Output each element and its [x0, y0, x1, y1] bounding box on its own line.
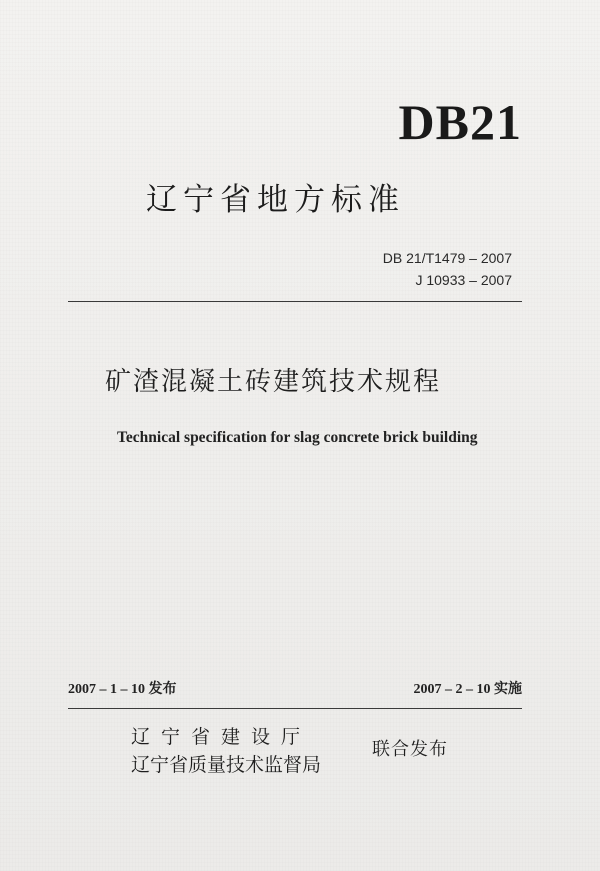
- record-number: J 10933 – 2007: [415, 272, 512, 288]
- standard-number: DB 21/T1479 – 2007: [382, 250, 512, 266]
- issuer-quality-bureau: 辽宁省质量技术监督局: [131, 754, 322, 776]
- title-chinese: 矿渣混凝土砖建筑技术规程: [105, 367, 442, 397]
- standard-code: DB21: [398, 94, 522, 150]
- bottom-divider: [68, 708, 522, 709]
- title-english: Technical specification for slag concrete brick building: [117, 429, 478, 446]
- issuer-construction-department: 辽宁省建设厅: [131, 726, 312, 748]
- issue-date: 2007 – 1 – 10 发布: [68, 682, 177, 697]
- joint-issue-label: 联合发布: [372, 739, 448, 760]
- top-divider: [68, 301, 522, 302]
- implementation-date: 2007 – 2 – 10 实施: [413, 682, 522, 697]
- standard-category: 辽宁省地方标准: [146, 182, 405, 218]
